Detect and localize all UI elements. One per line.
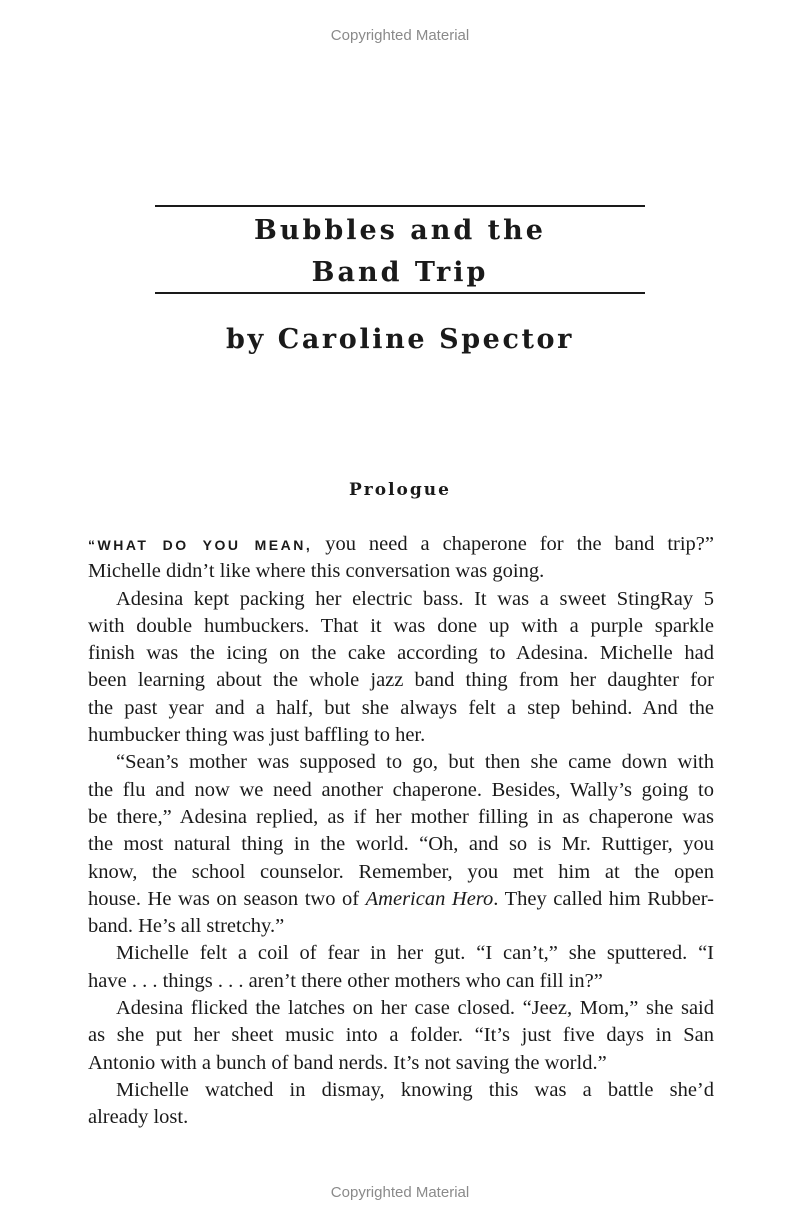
story-line: been learning about the whole jazz band thing from her daughter for xyxy=(88,669,714,692)
copyright-watermark-bottom: Copyrighted Material xyxy=(330,1184,470,1201)
story-line: humbucker thing was just baffling to her. xyxy=(88,724,426,747)
story-body xyxy=(88,531,714,1132)
story-line: the flu and now we need another chaperone. Besides, Wally’s going to xyxy=(88,778,714,801)
story-line: have . . . things . . . aren’t there other mothers who can fill in?” xyxy=(88,969,603,992)
story-text: house. He was on season two of xyxy=(88,887,366,910)
author-byline: by Caroline Spector xyxy=(225,324,574,355)
title-rule-top xyxy=(155,205,645,207)
story-line: already lost. xyxy=(88,1106,189,1129)
story-title-line-1: Bubbles and the xyxy=(254,215,546,246)
story-title-line-2: Band Trip xyxy=(311,257,489,288)
story-line: finish was the icing on the cake according to Adesina. Michelle had xyxy=(88,642,714,665)
story-line: Michelle didn’t like where this conversation was going. xyxy=(88,560,545,583)
story-line: Adesina flicked the latches on her case closed. “Jeez, Mom,” she said xyxy=(116,997,714,1020)
story-line: “Sean’s mother was supposed to go, but then she came down with xyxy=(116,751,714,774)
section-heading: Prologue xyxy=(349,480,451,500)
show-title-italic: American Hero xyxy=(365,887,494,910)
story-line: band. He’s all stretchy.” xyxy=(88,915,285,938)
story-line: Michelle felt a coil of fear in her gut. “I can’t,” she sputtered. “I xyxy=(116,942,714,965)
story-line: be there,” Adesina replied, as if her mother filling in as chaperone was xyxy=(88,805,714,828)
story-line: Michelle watched in dismay, knowing this was a battle she’d xyxy=(116,1078,714,1101)
story-line: as she put her sheet music into a folder. “It’s just five days in San xyxy=(88,1024,714,1047)
copyright-watermark-top: Copyrighted Material xyxy=(330,27,470,44)
title-rule-bottom xyxy=(155,292,645,294)
story-line: the past year and a half, but she always felt a step behind. And the xyxy=(88,696,714,719)
story-line: know, the school counselor. Remember, you met him at the open xyxy=(88,860,714,883)
opening-smallcaps: “WHAT DO YOU MEAN, xyxy=(88,537,313,553)
story-line: Antonio with a bunch of band nerds. It’s not saving the world.” xyxy=(88,1051,607,1074)
story-line: the most natural thing in the world. “Oh, and so is Mr. Ruttiger, you xyxy=(88,833,714,856)
story-text: . They called him Rubber- xyxy=(493,887,714,910)
story-title xyxy=(155,210,645,294)
story-line xyxy=(88,886,714,913)
story-line: with double humbuckers. That it was done up with a purple sparkle xyxy=(88,614,714,637)
story-line xyxy=(88,531,714,558)
story-line: Adesina kept packing her electric bass. It was a sweet StingRay 5 xyxy=(116,587,714,610)
story-text: you need a chaperone for the band trip?” xyxy=(312,533,715,555)
